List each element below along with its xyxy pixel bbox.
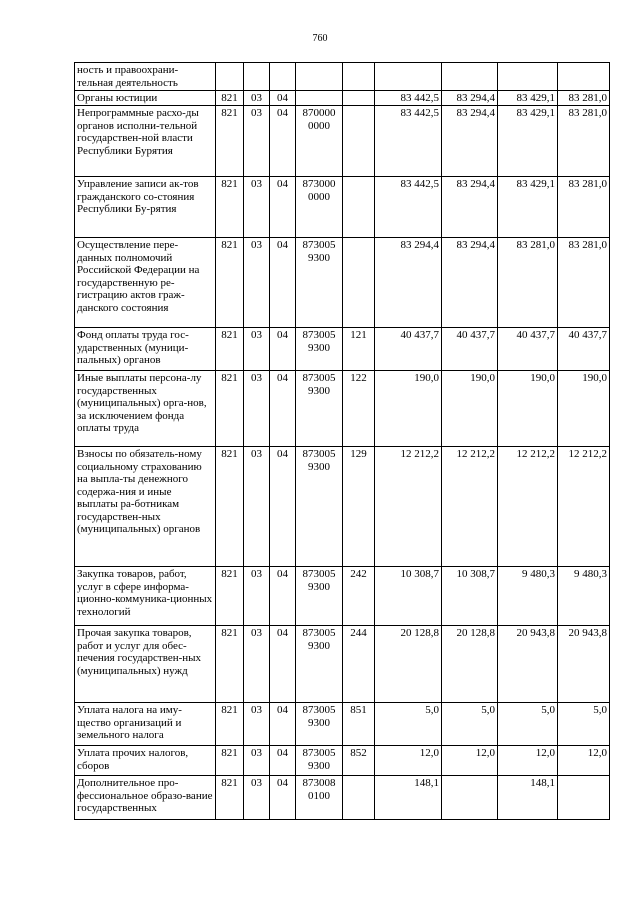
subsection-code: 04 [270,703,296,746]
row-name: Осуществление пере-данных полномочий Российской Федерации на государственную ре-гистрацию актов граж-данского состояния [75,238,216,328]
section-code: 03 [244,746,270,776]
target-code: 873005 9300 [296,626,343,703]
amount-3: 9 480,3 [498,567,558,626]
target-code: 870000 0000 [296,106,343,177]
target-code: 873005 9300 [296,328,343,371]
table-row [75,776,610,820]
ved-code: 821 [216,746,244,776]
subsection-code: 04 [270,447,296,567]
expense-type-code: 122 [343,371,375,447]
row-name: Иные выплаты персона-лу государственных (муниципальных) орга-нов, за исключением фонда оплаты труда [75,371,216,447]
ved-code: 821 [216,328,244,371]
subsection-code: 04 [270,238,296,328]
section-code: 03 [244,626,270,703]
table-row [75,63,610,91]
amount-3: 83 429,1 [498,91,558,106]
subsection-code: 04 [270,746,296,776]
table-row [75,746,610,776]
target-code: 873005 9300 [296,238,343,328]
section-code: 03 [244,567,270,626]
amount-3: 148,1 [498,776,558,820]
amount-2: 83 294,4 [442,91,498,106]
subsection-code: 04 [270,328,296,371]
amount-1: 10 308,7 [375,567,442,626]
ved-code: 821 [216,106,244,177]
target-code [296,91,343,106]
row-name: Уплата прочих налогов, сборов [75,746,216,776]
subsection-code: 04 [270,106,296,177]
section-code: 03 [244,447,270,567]
row-name: ность и правоохрани-тельная деятельность [75,63,216,91]
amount-1: 12 212,2 [375,447,442,567]
amount-2: 190,0 [442,371,498,447]
ved-code: 821 [216,567,244,626]
row-name: Прочая закупка товаров, работ и услуг для обес-печения государствен-ных (муниципальных) нужд [75,626,216,703]
amount-2: 83 294,4 [442,238,498,328]
amount-3: 20 943,8 [498,626,558,703]
expense-type-code [343,106,375,177]
amount-3: 12,0 [498,746,558,776]
amount-1: 83 294,4 [375,238,442,328]
amount-4: 83 281,0 [558,238,610,328]
section-code: 03 [244,91,270,106]
table-row [75,328,610,371]
expense-type-code: 242 [343,567,375,626]
expense-type-code: 244 [343,626,375,703]
ved-code: 821 [216,91,244,106]
target-code: 873005 9300 [296,703,343,746]
target-code: 873005 9300 [296,746,343,776]
amount-1: 83 442,5 [375,91,442,106]
expense-type-code [343,91,375,106]
expense-type-code [343,63,375,91]
amount-2: 83 294,4 [442,106,498,177]
ved-code: 821 [216,177,244,238]
amount-3: 40 437,7 [498,328,558,371]
table-row [75,177,610,238]
page-number: 760 [312,33,328,44]
amount-1: 190,0 [375,371,442,447]
table-row [75,447,610,567]
table-row [75,106,610,177]
row-name: Органы юстиции [75,91,216,106]
target-code: 873008 0100 [296,776,343,820]
table-row [75,371,610,447]
ved-code: 821 [216,371,244,447]
amount-3: 12 212,2 [498,447,558,567]
table-row [75,567,610,626]
ved-code: 821 [216,626,244,703]
amount-4: 5,0 [558,703,610,746]
amount-2: 12 212,2 [442,447,498,567]
expense-type-code: 129 [343,447,375,567]
subsection-code: 04 [270,776,296,820]
ved-code: 821 [216,447,244,567]
amount-2 [442,63,498,91]
amount-4: 83 281,0 [558,91,610,106]
expense-type-code: 121 [343,328,375,371]
amount-1: 12,0 [375,746,442,776]
target-code: 873000 0000 [296,177,343,238]
target-code: 873005 9300 [296,567,343,626]
section-code [244,63,270,91]
subsection-code: 04 [270,371,296,447]
row-name: Непрограммные расхо-ды органов исполни-тельной государствен-ной власти Республики Бурятия [75,106,216,177]
subsection-code: 04 [270,567,296,626]
expense-type-code [343,238,375,328]
amount-2: 40 437,7 [442,328,498,371]
ved-code: 821 [216,238,244,328]
section-code: 03 [244,238,270,328]
row-name: Взносы по обязатель-ному социальному страхованию на выпла-ты денежного содержа-ния и иные выплаты ра-ботникам государствен-ных (муниципальных) органов [75,447,216,567]
section-code: 03 [244,371,270,447]
amount-3: 83 429,1 [498,177,558,238]
amount-4: 83 281,0 [558,177,610,238]
amount-1: 5,0 [375,703,442,746]
amount-1: 40 437,7 [375,328,442,371]
amount-4: 83 281,0 [558,106,610,177]
amount-4: 12 212,2 [558,447,610,567]
amount-3 [498,63,558,91]
amount-2: 12,0 [442,746,498,776]
subsection-code [270,63,296,91]
target-code: 873005 9300 [296,371,343,447]
budget-table [74,62,610,820]
amount-1 [375,63,442,91]
target-code [296,63,343,91]
subsection-code: 04 [270,177,296,238]
amount-4 [558,776,610,820]
table-row [75,238,610,328]
row-name: Управление записи ак-тов гражданского со-стояния Республики Бу-рятия [75,177,216,238]
amount-1: 83 442,5 [375,177,442,238]
subsection-code: 04 [270,626,296,703]
amount-1: 83 442,5 [375,106,442,177]
amount-2: 5,0 [442,703,498,746]
section-code: 03 [244,106,270,177]
section-code: 03 [244,177,270,238]
amount-3: 190,0 [498,371,558,447]
amount-3: 5,0 [498,703,558,746]
expense-type-code [343,776,375,820]
section-code: 03 [244,703,270,746]
row-name: Дополнительное про-фессиональное образо-вание государственных [75,776,216,820]
ved-code: 821 [216,703,244,746]
amount-4: 40 437,7 [558,328,610,371]
section-code: 03 [244,776,270,820]
amount-2: 10 308,7 [442,567,498,626]
amount-2: 20 128,8 [442,626,498,703]
section-code: 03 [244,328,270,371]
row-name: Уплата налога на иму-щество организаций и земельного налога [75,703,216,746]
row-name: Фонд оплаты труда гос-ударственных (муници-пальных) органов [75,328,216,371]
table-row [75,91,610,106]
ved-code: 821 [216,776,244,820]
amount-2: 83 294,4 [442,177,498,238]
amount-3: 83 429,1 [498,106,558,177]
row-name: Закупка товаров, работ, услуг в сфере информа-ционно-коммуника-ционных технологий [75,567,216,626]
table-row [75,703,610,746]
expense-type-code [343,177,375,238]
amount-4: 9 480,3 [558,567,610,626]
expense-type-code: 852 [343,746,375,776]
subsection-code: 04 [270,91,296,106]
amount-4 [558,63,610,91]
amount-4: 12,0 [558,746,610,776]
amount-1: 20 128,8 [375,626,442,703]
amount-2 [442,776,498,820]
ved-code [216,63,244,91]
expense-type-code: 851 [343,703,375,746]
target-code: 873005 9300 [296,447,343,567]
amount-4: 20 943,8 [558,626,610,703]
amount-1: 148,1 [375,776,442,820]
table-row [75,626,610,703]
amount-4: 190,0 [558,371,610,447]
amount-3: 83 281,0 [498,238,558,328]
